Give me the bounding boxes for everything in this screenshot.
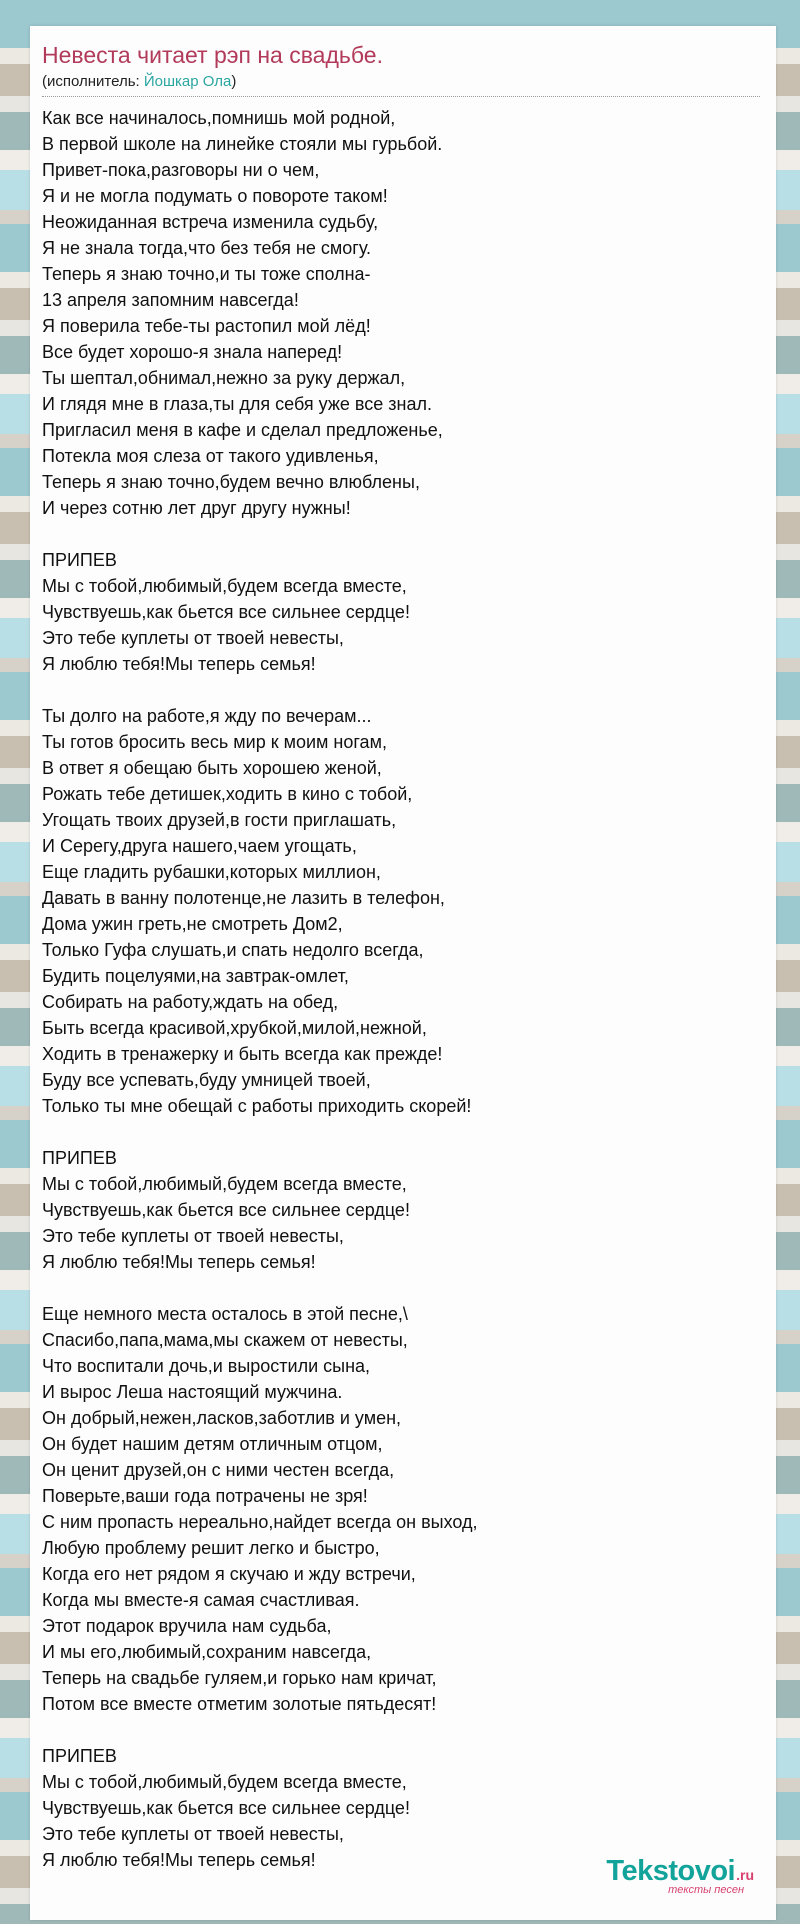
lyric-line: Все будет хорошо-я знала наперед! — [42, 342, 343, 362]
lyric-line: Он будет нашим детям отличным отцом, — [42, 1434, 383, 1454]
lyric-line: Собирать на работу,ждать на обед, — [42, 992, 339, 1012]
lyric-line: Рожать тебе детишек,ходить в кино с тобой, — [42, 784, 413, 804]
lyric-line: Теперь я знаю точно,и ты тоже сполна- — [42, 264, 371, 284]
lyric-line: Чувствуешь,как бьется все сильнее сердце! — [42, 602, 410, 622]
lyric-line: Я не знала тогда,что без тебя не смогу. — [42, 238, 372, 258]
lyric-line: Ты готов бросить весь мир к моим ногам, — [42, 732, 387, 752]
lyric-line: Любую проблему решит легко и быстро, — [42, 1538, 380, 1558]
logo-suffix: .ru — [736, 1867, 754, 1883]
logo-word: Tekstovoi — [606, 1855, 736, 1887]
lyric-line: Мы с тобой,любимый,будем всегда вместе, — [42, 1174, 407, 1194]
artist-link[interactable]: Йошкар Ола — [143, 73, 232, 90]
lyric-line: Неожиданная встреча изменила судьбу, — [42, 212, 379, 232]
stanza — [42, 1301, 762, 1717]
logo-tagline: тексты песен — [668, 1884, 744, 1896]
lyric-line: ПРИПЕВ — [42, 550, 117, 570]
lyric-line: Это тебе куплеты от твоей невесты, — [42, 628, 344, 648]
lyric-line: Ты шептал,обнимал,нежно за руку держал, — [42, 368, 406, 388]
lyrics-page — [30, 26, 776, 1920]
lyric-line: Я и не могла подумать о повороте таком! — [42, 186, 388, 206]
lyric-line: Еще немного места осталось в этой песне,\ — [42, 1304, 408, 1324]
lyric-line: Привет-пока,разговоры ни о чем, — [42, 160, 320, 180]
lyric-line: Будить поцелуями,на завтрак-омлет, — [42, 966, 349, 986]
lyrics-text — [42, 105, 762, 1899]
lyric-line: Дома ужин греть,не смотреть Дом2, — [42, 914, 343, 934]
lyric-line: Быть всегда красивой,хрубкой,милой,нежной, — [42, 1018, 427, 1038]
lyric-line: Только Гуфа слушать,и спать недолго всегда, — [42, 940, 424, 960]
lyric-line: Чувствуешь,как бьется все сильнее сердце! — [42, 1200, 410, 1220]
lyric-line: И Серегу,друга нашего,чаем угощать, — [42, 836, 357, 856]
lyric-line: Потом все вместе отметим золотые пятьдесят! — [42, 1694, 437, 1714]
lyric-line: Потекла моя слеза от такого удивленья, — [42, 446, 379, 466]
lyric-line: Давать в ванну полотенце,не лазить в телефон, — [42, 888, 445, 908]
lyric-line: Пригласил меня в кафе и сделал предложенье, — [42, 420, 443, 440]
lyric-line: Он добрый,нежен,ласков,заботлив и умен, — [42, 1408, 402, 1428]
lyric-line: И глядя мне в глаза,ты для себя уже все знал. — [42, 394, 432, 414]
lyric-line: Поверьте,ваши года потрачены не зря! — [42, 1486, 368, 1506]
lyric-line: Теперь на свадьбе гуляем,и горько нам кричат, — [42, 1668, 437, 1688]
lyric-line: И через сотню лет друг другу нужны! — [42, 498, 351, 518]
lyric-line: И вырос Леша настоящий мужчина. — [42, 1382, 343, 1402]
lyric-line: Он ценит друзей,он с ними честен всегда, — [42, 1460, 395, 1480]
lyric-line: Мы с тобой,любимый,будем всегда вместе, — [42, 1772, 407, 1792]
stanza — [42, 703, 762, 1119]
lyric-line: ПРИПЕВ — [42, 1148, 117, 1168]
stanza — [42, 1743, 762, 1873]
stanza — [42, 1145, 762, 1275]
lyric-line: Как все начиналось,помнишь мой родной, — [42, 108, 396, 128]
stanza — [42, 105, 762, 521]
lyric-line: Когда его нет рядом я скучаю и жду встречи, — [42, 1564, 416, 1584]
artist-prefix: (исполнитель: — [42, 73, 144, 90]
stanza — [42, 547, 762, 677]
lyric-line: Ходить в тренажерку и быть всегда как прежде! — [42, 1044, 443, 1064]
lyric-line: Ты долго на работе,я жду по вечерам... — [42, 706, 372, 726]
lyric-line: Это тебе куплеты от твоей невесты, — [42, 1824, 344, 1844]
artist-line — [42, 73, 236, 90]
lyric-line: Спасибо,папа,мама,мы скажем от невесты, — [42, 1330, 408, 1350]
lyric-line: И мы его,любимый,сохраним навсегда, — [42, 1642, 372, 1662]
lyric-line: Я люблю тебя!Мы теперь семья! — [42, 1850, 316, 1870]
lyric-line: Только ты мне обещай с работы приходить скорей! — [42, 1096, 472, 1116]
lyric-line: Я поверила тебе-ты растопил мой лёд! — [42, 316, 371, 336]
lyric-line: Теперь я знаю точно,будем вечно влюблены, — [42, 472, 420, 492]
lyric-line: Еще гладить рубашки,которых миллион, — [42, 862, 381, 882]
lyric-line: Это тебе куплеты от твоей невесты, — [42, 1226, 344, 1246]
song-title: Невеста читает рэп на свадьбе. — [42, 42, 383, 68]
lyric-line: В ответ я обещаю быть хорошею женой, — [42, 758, 382, 778]
lyric-line: Угощать твоих друзей,в гости приглашать, — [42, 810, 397, 830]
lyric-line: Я люблю тебя!Мы теперь семья! — [42, 1252, 316, 1272]
lyric-line: С ним пропасть нереально,найдет всегда он выход, — [42, 1512, 478, 1532]
artist-suffix: ) — [231, 73, 237, 90]
lyric-line: 13 апреля запомним навсегда! — [42, 290, 299, 310]
lyric-line: Что воспитали дочь,и выростили сына, — [42, 1356, 371, 1376]
lyric-line: Этот подарок вручила нам судьба, — [42, 1616, 332, 1636]
lyric-line: Чувствуешь,как бьется все сильнее сердце! — [42, 1798, 410, 1818]
lyric-line: ПРИПЕВ — [42, 1746, 117, 1766]
header-divider — [42, 96, 760, 97]
lyric-line: В первой школе на линейке стояли мы гурьбой. — [42, 134, 443, 154]
lyric-line: Мы с тобой,любимый,будем всегда вместе, — [42, 576, 407, 596]
site-logo[interactable] — [606, 1855, 754, 1896]
lyric-line: Буду все успевать,буду умницей твоей, — [42, 1070, 371, 1090]
lyric-line: Когда мы вместе-я самая счастливая. — [42, 1590, 360, 1610]
lyric-line: Я люблю тебя!Мы теперь семья! — [42, 654, 316, 674]
